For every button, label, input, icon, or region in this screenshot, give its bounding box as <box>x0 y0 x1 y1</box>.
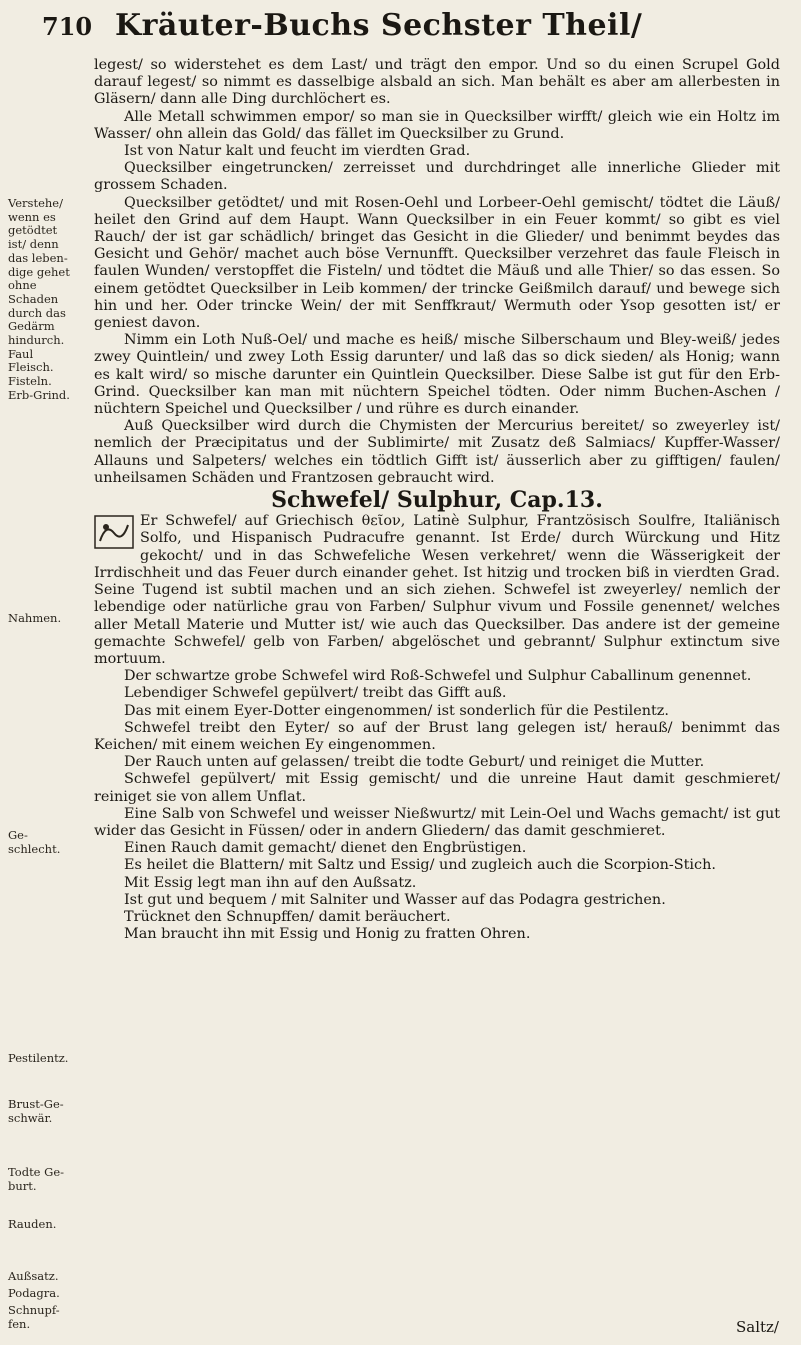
margin-note: Podagra. <box>8 1286 60 1300</box>
margin-note: Nahmen. <box>8 611 62 625</box>
paragraph: legest/ so widerstehet es dem Last/ und trägt den empor. Und so du einen Scrupel Gold darauf legest/ so nimmt es dasselbige alsbald an sich. Man behält es aber am allerbesten in Gläsern/ dann alle Ding durchlöchert es. <box>94 57 780 108</box>
margin-note: Pestilentz. <box>8 1051 69 1065</box>
paragraph: Der schwartze grobe Schwefel wird Roß-Schwefel und Sulphur Caballinum genennet. <box>124 668 752 685</box>
paragraph: Schwefel gepülvert/ mit Essig gemischt/ und die unreine Haut damit geschmieret/ reiniget sie von allem Unflat. <box>94 771 780 805</box>
paragraph: Schwefel treibt den Eyter/ so auf der Brust lang gelegen ist/ herauß/ benimmt das Keichen/ mit einem weichen Ey eingenommen. <box>94 719 780 753</box>
paragraph: Lebendiger Schwefel gepülvert/ treibt das Gifft auß. <box>124 685 507 702</box>
main-text <box>94 57 780 943</box>
paragraph: Mit Essig legt man ihn auf den Außsatz. <box>124 874 417 891</box>
margin-note: Verstehe/ wenn es getödtet ist/ denn das leben-dige gehet ohne Schaden durch das Gedärm hindurch. Faul Fleisch. Fisteln. Erb-Grind. <box>8 196 70 402</box>
paragraph: Trücknet den Schnupffen/ damit beräuchert. <box>124 908 451 925</box>
paragraph: Es heilet die Blattern/ mit Saltz und Essig/ und zugleich auch die Scorpion-Stich. <box>124 857 716 874</box>
paragraph: Ist von Natur kalt und feucht im vierdten Grad. <box>124 143 471 160</box>
running-title: Kräuter-Buchs Sechster Theil/ <box>115 8 643 43</box>
paragraph: Nimm ein Loth Nuß-Oel/ und mache es heiß/ mische Silberschaum und Bley-weiß/ jedes zwey Quintlein/ und zwey Loth Essig darunter/ und laß das so dick sieden/ als Honig; wann es kalt wird/ so mische darunter ein Quintlein Quecksilber. Diese Salbe ist gut für den Erb-Grind. Quecksilber kan man mit nüchtern Speichel tödten. Oder nimm Buchen-Aschen / nüchtern Speichel und Quecksilber / und rühre es durch einander. <box>94 332 780 418</box>
paragraph: Auß Quecksilber wird durch die Chymisten der Mercurius bereitet/ so zweyerley ist/ nemlich der Præcipitatus und der Sublimirte/ mit Zusatz deß Salmiacs/ Kupffer-Wasser/ Allauns und Salpeters/ welches ein tödtlich Gifft ist/ äusserlich aber zu gifftigen/ faulen/ unheilsamen Schäden und Frantzosen gebraucht wird. <box>94 418 780 486</box>
paragraph: Man braucht ihn mit Essig und Honig zu fratten Ohren. <box>124 926 531 943</box>
margin-note: Rauden. <box>8 1217 57 1231</box>
paragraph: Ist gut und bequem / mit Salniter und Wasser auf das Podagra gestrichen. <box>124 891 666 908</box>
paragraph: Das mit einem Eyer-Dotter eingenommen/ ist sonderlich für die Pestilentz. <box>124 702 669 719</box>
margin-note: Ge-schlecht. <box>8 828 61 856</box>
margin-note: Todte Ge-burt. <box>8 1165 65 1193</box>
paragraph: Der Rauch unten auf gelassen/ treibt die todte Geburt/ und reiniget die Mutter. <box>124 754 705 771</box>
margin-note: Brust-Ge-schwär. <box>8 1097 64 1125</box>
margin-note: Schnupf-fen. <box>8 1303 60 1331</box>
chapter-heading: Schwefel/ Sulphur, Cap.13. <box>271 487 603 514</box>
paragraph: Er Schwefel/ auf Griechisch θεῖον, Latinè Sulphur, Frantzösisch Soulfre, Italiänisch Solfo, und Hispanisch Pudracufre genannt. Ist Erde/ durch Würckung und Hitz gekocht/ und in das Schwefeliche Wesen verkehret/ wenn die Wässerigkeit der Irrdischheit und das Feuer durch einander gehet. Ist hitzig und trocken biß in vierdten Grad. Seine Tugend ist subtil machen und an sich ziehen. Schwefel ist zweyerley/ nemlich der lebendige oder natürliche grau von Farben/ Sulphur vivum und Fossile genennet/ welches aller Metall Materie und Mutter ist/ wie auch das Quecksilber. Das andere ist der gemeine gemachte Schwefel/ gelb von Farben/ abgelöschet und gebrannt/ Sulphur extinctum sive mortuum. <box>94 513 780 667</box>
margin-note: Außsatz. <box>8 1269 59 1283</box>
paragraph: Quecksilber eingetruncken/ zerreisset und durchdringet alle innerliche Glieder mit grossem Schaden. <box>94 160 780 194</box>
decorated-initial-illustration-icon <box>94 515 134 549</box>
paragraph: Eine Salb von Schwefel und weisser Nießwurtz/ mit Lein-Oel und Wachs gemacht/ ist gut wider das Gesicht in Füssen/ oder in andern Gliedern/ das damit geschmieret. <box>94 805 780 839</box>
catchword: Saltz/ <box>735 1318 779 1336</box>
paragraph: Einen Rauch damit gemacht/ dienet den Engbrüstigen. <box>124 840 527 857</box>
paragraph: Quecksilber getödtet/ und mit Rosen-Oehl und Lorbeer-Oehl gemischt/ tödtet die Läuß/ heilet den Grind auf dem Haupt. Wann Quecksilber in ein Feuer kommt/ so gibt es viel Rauch/ der ist gar schädlich/ bringet das Gesicht in die Glieder/ und benimmt beydes das Gesicht und Gehör/ machet auch böse Vernunfft. Quecksilber verzehret das faule Fleisch in faulen Wunden/ verstopffet die Fisteln/ und tödtet die Mäuß und alle Thier/ so das essen. So einem getödtet Quecksilber in Leib kommen/ der trincke Geißmilch darauf/ und bewege sich hin und her. Oder trincke Wein/ der mit Senffkraut/ Wermuth oder Ysop gesotten ist/ er geniest davon. <box>94 194 780 332</box>
page-number: 710 <box>42 12 93 41</box>
paragraph: Alle Metall schwimmen empor/ so man sie in Quecksilber wirfft/ gleich wie ein Holtz im Wasser/ ohn allein das Gold/ das fället im Quecksilber zu Grund. <box>94 108 780 142</box>
